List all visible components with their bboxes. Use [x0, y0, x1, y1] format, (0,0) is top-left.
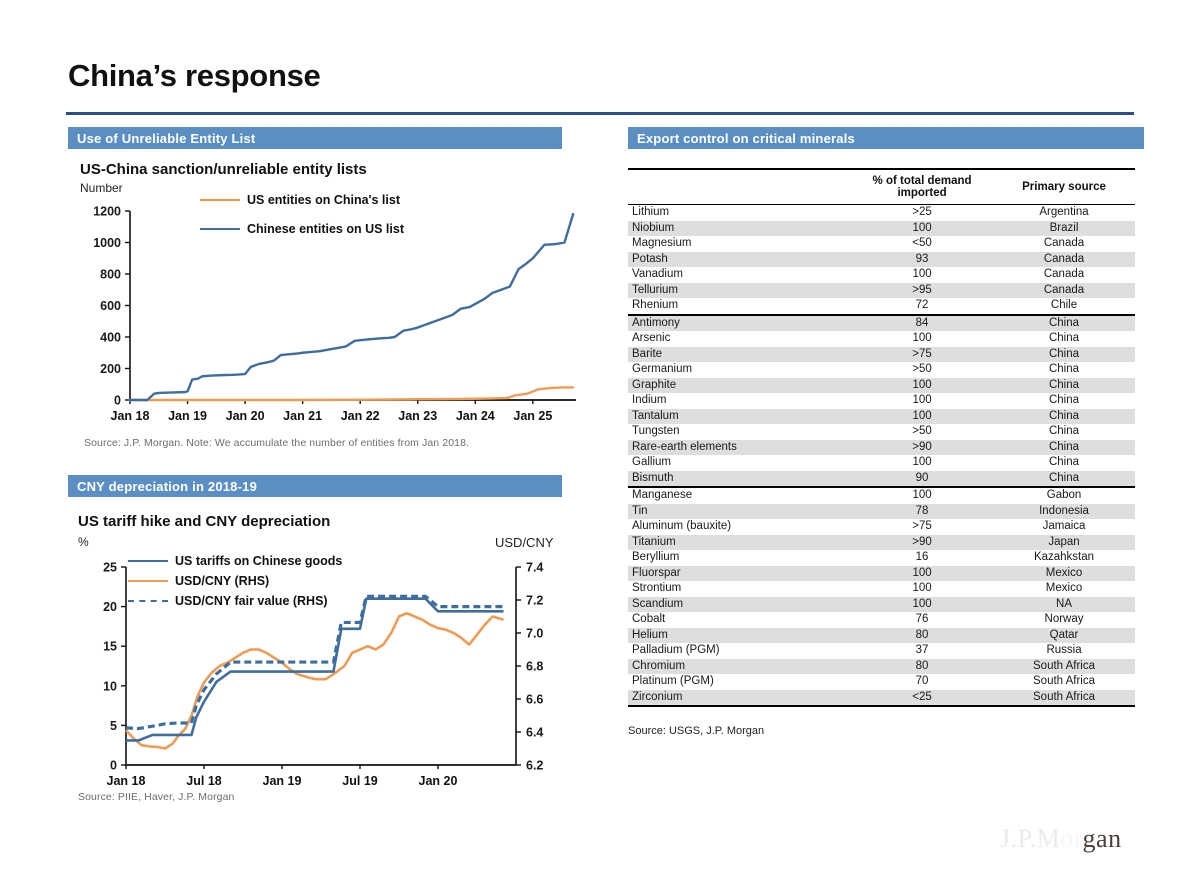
- cell-mineral: Beryllium: [632, 551, 680, 563]
- column-header-mineral: [628, 169, 851, 205]
- cell-primary-source: China: [993, 315, 1135, 332]
- cell-pct-imported: >90: [851, 535, 993, 551]
- section-banner-cny-depreciation: CNY depreciation in 2018-19: [68, 475, 562, 497]
- svg-text:Jul 19: Jul 19: [342, 774, 378, 788]
- table-row: [628, 519, 1135, 535]
- cell-mineral: Niobium: [628, 221, 851, 237]
- svg-text:Jan 18: Jan 18: [110, 409, 150, 423]
- chart1-plot: [78, 205, 588, 430]
- table-row: [628, 393, 1135, 409]
- svg-text:7.4: 7.4: [526, 560, 544, 575]
- table-row: [628, 471, 1135, 488]
- cell-pct-imported: <50: [912, 237, 932, 249]
- table-row: [628, 298, 1135, 315]
- cell-pct-imported: >90: [851, 440, 993, 456]
- table-row: [628, 659, 1135, 675]
- cell-primary-source: Canada: [993, 283, 1135, 299]
- svg-text:Jan 19: Jan 19: [262, 774, 302, 788]
- svg-text:10: 10: [103, 679, 117, 694]
- cell-primary-source: Gabon: [1046, 489, 1082, 501]
- svg-text:0: 0: [110, 758, 117, 773]
- section-banner-export-control: Export control on critical minerals: [628, 127, 1144, 149]
- cell-mineral: Titanium: [628, 535, 851, 551]
- cell-pct-imported: 100: [912, 582, 932, 594]
- chart2-legend-label-1: USD/CNY (RHS): [175, 574, 270, 588]
- cell-mineral: Potash: [628, 252, 851, 268]
- cell-primary-source: Russia: [1046, 644, 1082, 656]
- cell-mineral: Barite: [628, 347, 851, 363]
- table-row: [628, 221, 1135, 237]
- cell-pct-imported: 100: [851, 378, 993, 394]
- table-row: [628, 331, 1135, 347]
- cell-mineral: Vanadium: [632, 268, 683, 280]
- legend-line-swatch: [200, 199, 240, 201]
- cell-primary-source: Canada: [993, 252, 1135, 268]
- table-row: [628, 535, 1135, 551]
- cell-primary-source: Canada: [1043, 237, 1085, 249]
- table-row: [628, 612, 1135, 628]
- svg-text:7.0: 7.0: [526, 626, 544, 641]
- cell-mineral: Arsenic: [632, 332, 671, 344]
- svg-text:Jan 25: Jan 25: [513, 409, 553, 423]
- jpmorgan-logo: [1000, 824, 1122, 854]
- table-row: [628, 315, 1135, 332]
- table-header-row: [628, 169, 1135, 205]
- table-row: [628, 643, 1135, 659]
- table-row: [628, 455, 1135, 471]
- table-row: [628, 550, 1135, 566]
- cell-primary-source: South Africa: [993, 659, 1135, 675]
- table-row: [628, 236, 1135, 252]
- cell-primary-source: China: [993, 378, 1135, 394]
- svg-text:0: 0: [114, 393, 121, 408]
- table-row: [628, 487, 1135, 504]
- chart1-legend-label-1: Chinese entities on US list: [247, 222, 404, 236]
- table-row: [628, 424, 1135, 440]
- cell-mineral: Zirconium: [628, 690, 851, 707]
- cell-primary-source: Argentina: [1039, 206, 1089, 218]
- cell-mineral: Rare-earth elements: [628, 440, 851, 456]
- critical-minerals-table: [628, 168, 1135, 707]
- column-header-pct-imported: % of total demand imported: [851, 169, 993, 205]
- table-row: [628, 504, 1135, 520]
- cell-pct-imported: 16: [915, 551, 929, 563]
- cell-mineral: Tantalum: [628, 409, 851, 425]
- cell-primary-source: Indonesia: [993, 504, 1135, 520]
- cell-pct-imported: 100: [912, 332, 932, 344]
- logo-part-mid: [1060, 824, 1082, 853]
- cell-mineral: Manganese: [632, 489, 693, 501]
- cell-pct-imported: 100: [851, 597, 993, 613]
- svg-text:600: 600: [100, 299, 121, 313]
- cell-primary-source: China: [1048, 332, 1080, 344]
- cell-pct-imported: >50: [912, 425, 932, 437]
- svg-text:Jan 21: Jan 21: [283, 409, 323, 423]
- chart2-source: Source: PIIE, Haver, J.P. Morgan: [78, 791, 235, 803]
- cell-primary-source: China: [993, 409, 1135, 425]
- cell-pct-imported: 100: [851, 566, 993, 582]
- logo-part-visible: gan: [1082, 824, 1122, 853]
- cell-pct-imported: 80: [851, 659, 993, 675]
- cell-mineral: Bismuth: [628, 471, 851, 488]
- cell-mineral: Tungsten: [632, 425, 680, 437]
- cell-pct-imported: 37: [915, 644, 929, 656]
- cell-pct-imported: 100: [912, 456, 932, 468]
- cell-pct-imported: <25: [851, 690, 993, 707]
- svg-text:25: 25: [103, 560, 117, 575]
- cell-mineral: Germanium: [632, 363, 693, 375]
- cell-primary-source: Japan: [993, 535, 1135, 551]
- cell-primary-source: China: [993, 347, 1135, 363]
- cell-pct-imported: 100: [912, 394, 932, 406]
- cell-pct-imported: >75: [912, 520, 932, 532]
- chart1-svg: [78, 205, 588, 430]
- svg-text:Jan 18: Jan 18: [106, 774, 146, 788]
- cell-pct-imported: >25: [912, 206, 932, 218]
- svg-text:Jan 23: Jan 23: [398, 409, 438, 423]
- cell-mineral: Chromium: [628, 659, 851, 675]
- cell-mineral: Gallium: [632, 456, 671, 468]
- table-row: [628, 252, 1135, 268]
- chart1-source: Source: J.P. Morgan. Note: We accumulate the number of entities from Jan 2018.: [84, 437, 470, 449]
- table-row: [628, 362, 1135, 378]
- cell-pct-imported: 100: [912, 268, 932, 280]
- table-row: [628, 347, 1135, 363]
- table-body: [628, 205, 1135, 707]
- cell-primary-source: Jamaica: [1042, 520, 1086, 532]
- cell-mineral: Fluorspar: [628, 566, 851, 582]
- cell-mineral: Palladium (PGM): [632, 644, 720, 656]
- cell-pct-imported: 100: [851, 409, 993, 425]
- chart2-plot: [76, 555, 596, 800]
- table-head: [628, 169, 1135, 205]
- table-row: [628, 378, 1135, 394]
- table-row: [628, 690, 1135, 707]
- cell-pct-imported: 100: [912, 489, 932, 501]
- cell-pct-imported: >95: [851, 283, 993, 299]
- svg-text:400: 400: [100, 330, 121, 345]
- cell-mineral: Cobalt: [632, 613, 666, 625]
- chart2-y-unit-left: %: [78, 535, 89, 549]
- cell-primary-source: South Africa: [1033, 675, 1096, 687]
- table-row: [628, 674, 1135, 690]
- cell-pct-imported: 76: [915, 613, 929, 625]
- cell-primary-source: Brazil: [993, 221, 1135, 237]
- svg-text:1200: 1200: [93, 205, 121, 219]
- cell-pct-imported: 100: [851, 221, 993, 237]
- cell-mineral: Strontium: [632, 582, 682, 594]
- svg-text:Jan 24: Jan 24: [455, 409, 495, 423]
- cell-primary-source: Chile: [993, 298, 1135, 315]
- cell-pct-imported: 90: [851, 471, 993, 488]
- cell-pct-imported: 78: [851, 504, 993, 520]
- chart1-y-unit: Number: [80, 181, 123, 195]
- svg-text:Jul 18: Jul 18: [186, 774, 222, 788]
- cell-primary-source: Qatar: [993, 628, 1135, 644]
- minerals-table: [628, 168, 1135, 707]
- table-source: Source: USGS, J.P. Morgan: [628, 725, 765, 737]
- chart2-svg: [76, 555, 596, 800]
- cell-pct-imported: >50: [912, 363, 932, 375]
- cell-mineral: Tellurium: [628, 283, 851, 299]
- svg-text:20: 20: [103, 600, 117, 615]
- svg-text:5: 5: [110, 718, 117, 733]
- chart2-title: US tariff hike and CNY depreciation: [78, 513, 331, 530]
- cell-primary-source: China: [1048, 456, 1080, 468]
- chart2-legend-label-0: US tariffs on Chinese goods: [175, 554, 343, 568]
- cell-mineral: Aluminum (bauxite): [632, 520, 732, 532]
- cell-pct-imported: 84: [851, 315, 993, 332]
- svg-text:200: 200: [100, 362, 121, 376]
- cell-mineral: Graphite: [628, 378, 851, 394]
- svg-text:Jan 22: Jan 22: [340, 409, 380, 423]
- table-row: [628, 581, 1135, 597]
- cell-primary-source: China: [993, 471, 1135, 488]
- chart2-y-unit-right: USD/CNY: [495, 535, 554, 550]
- cell-pct-imported: 93: [851, 252, 993, 268]
- cell-primary-source: Canada: [1043, 268, 1085, 280]
- svg-text:6.2: 6.2: [526, 758, 544, 773]
- column-header-primary-source: Primary source: [993, 169, 1135, 205]
- table-row: [628, 566, 1135, 582]
- cell-primary-source: South Africa: [993, 690, 1135, 707]
- table-row: [628, 440, 1135, 456]
- cell-primary-source: Norway: [1044, 613, 1084, 625]
- svg-text:6.6: 6.6: [526, 692, 544, 707]
- logo-part-faded: J.P.M: [1000, 824, 1061, 853]
- cell-primary-source: Mexico: [1045, 582, 1083, 594]
- cell-mineral: Rhenium: [628, 298, 851, 315]
- svg-text:15: 15: [103, 639, 117, 654]
- cell-pct-imported: 70: [915, 675, 929, 687]
- chart1-title: US-China sanction/unreliable entity lists: [80, 161, 367, 178]
- svg-text:Jan 20: Jan 20: [418, 774, 458, 788]
- svg-text:7.2: 7.2: [526, 593, 544, 608]
- table-row: [628, 205, 1135, 221]
- cell-mineral: Tin: [628, 504, 851, 520]
- cell-mineral: Helium: [628, 628, 851, 644]
- cell-mineral: Indium: [632, 394, 667, 406]
- svg-text:800: 800: [100, 267, 121, 282]
- svg-text:6.8: 6.8: [526, 659, 544, 674]
- cell-pct-imported: 80: [851, 628, 993, 644]
- svg-text:Jan 20: Jan 20: [225, 409, 265, 423]
- svg-text:1000: 1000: [93, 236, 121, 250]
- svg-text:Jan 19: Jan 19: [168, 409, 208, 423]
- cell-primary-source: Mexico: [993, 566, 1135, 582]
- cell-primary-source: China: [1048, 394, 1080, 406]
- page-title: China’s response: [68, 58, 321, 93]
- cell-mineral: Magnesium: [632, 237, 692, 249]
- cell-primary-source: China: [1048, 363, 1080, 375]
- chart1-legend-label-0: US entities on China's list: [247, 193, 400, 207]
- table-row: [628, 283, 1135, 299]
- cell-primary-source: China: [1048, 425, 1080, 437]
- table-row: [628, 409, 1135, 425]
- cell-mineral: Platinum (PGM): [632, 675, 714, 687]
- table-row: [628, 628, 1135, 644]
- title-divider: [66, 112, 1134, 115]
- table-row: [628, 597, 1135, 613]
- cell-primary-source: NA: [993, 597, 1135, 613]
- cell-mineral: Scandium: [628, 597, 851, 613]
- cell-pct-imported: >75: [851, 347, 993, 363]
- cell-mineral: Lithium: [632, 206, 670, 218]
- cell-primary-source: China: [993, 440, 1135, 456]
- cell-primary-source: Kazahkstan: [1033, 551, 1095, 563]
- chart2-legend-label-2: USD/CNY fair value (RHS): [175, 594, 328, 608]
- cell-mineral: Antimony: [628, 315, 851, 332]
- cell-pct-imported: 72: [851, 298, 993, 315]
- table-row: [628, 267, 1135, 283]
- svg-text:6.4: 6.4: [526, 725, 544, 740]
- section-banner-entity-list: Use of Unreliable Entity List: [68, 127, 562, 149]
